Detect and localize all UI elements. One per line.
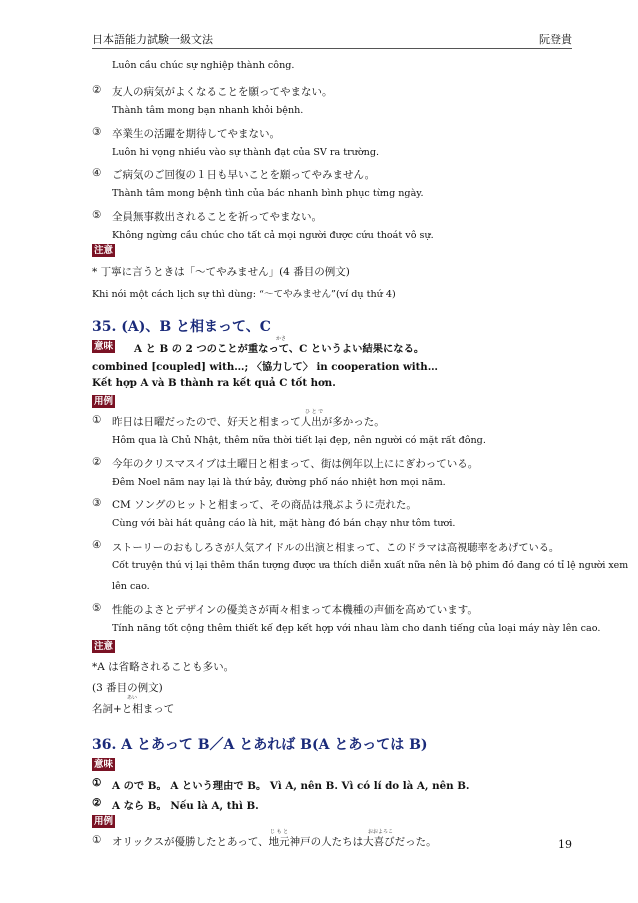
meaning-number: ① bbox=[92, 777, 102, 789]
meaning-text: A なら B。 Nếu là A, thì B. bbox=[112, 800, 259, 812]
example-number: ① bbox=[92, 834, 102, 846]
note-text: * 丁寧に言うときは「～てやみません」(4 番目の例文) bbox=[92, 266, 350, 278]
example-number: ⑤ bbox=[92, 602, 102, 614]
example-number: ② bbox=[92, 456, 102, 468]
note-text: *A は省略されることも多い。 bbox=[92, 661, 235, 673]
example-japanese: 昨日は日曜だったので、好天と相まって人出が多かった。 bbox=[112, 416, 385, 428]
page-number: 19 bbox=[558, 838, 572, 851]
meaning-tag: 意味 bbox=[94, 759, 114, 770]
page-header bbox=[92, 30, 572, 49]
example-japanese: ストーリーのおもしろさが人気アイドルの出演と相まって、このドラマは高視聴率をあげている。 bbox=[112, 543, 560, 554]
example-number: ④ bbox=[92, 539, 102, 551]
furigana: あい bbox=[127, 695, 138, 701]
example-number: ③ bbox=[92, 126, 102, 138]
example-japanese: 今年のクリスマスイブは土曜日と相まって、街は例年以上ににぎわっている。 bbox=[112, 458, 479, 470]
note-tag: 注意 bbox=[94, 641, 114, 652]
example-translation: Không ngừng cầu chúc cho tất cả mọi người được cứu thoát vô sự. bbox=[112, 230, 434, 241]
meaning-number: ② bbox=[92, 797, 102, 809]
example-number: ① bbox=[92, 414, 102, 426]
example-translation: lên cao. bbox=[112, 581, 150, 592]
example-tag: 用例 bbox=[94, 396, 114, 407]
example-number: ② bbox=[92, 84, 102, 96]
example-japanese: CM ソングのヒットと相まって、その商品は飛ぶように売れた。 bbox=[112, 499, 417, 511]
example-japanese: 全員無事救出されることを祈ってやまない。 bbox=[112, 211, 322, 223]
example-translation: Luôn cầu chúc sự nghiệp thành công. bbox=[112, 60, 295, 71]
english-gloss: combined [coupled] with…; 〈協力して〉 in cooperation with… bbox=[92, 361, 438, 373]
example-translation: Thành tâm mong bệnh tình của bác nhanh bình phục từng ngày. bbox=[112, 188, 424, 199]
example-japanese: 卒業生の活躍を期待してやまない。 bbox=[112, 128, 280, 140]
meaning-text: A と B の 2 つのことが重なって、C というよい結果になる。 bbox=[134, 343, 425, 355]
vietnamese-gloss: Kết hợp A và B thành ra kết quả C tốt hơn. bbox=[92, 377, 336, 389]
note-text: 名詞+と相まって bbox=[92, 703, 175, 715]
example-number: ③ bbox=[92, 497, 102, 509]
note-text: (3 番目の例文) bbox=[92, 682, 163, 694]
example-japanese: 友人の病気がよくなることを願ってやまない。 bbox=[112, 86, 333, 98]
example-translation: Cùng với bài hát quảng cáo là hit, mặt hàng đó bán chạy như tôm tươi. bbox=[112, 518, 456, 529]
section-heading: 36. A とあって B／A とあれば B(A とあっては B) bbox=[92, 737, 428, 753]
header-title: 日本語能力試験一級文法 bbox=[92, 33, 213, 46]
furigana: じ も と bbox=[270, 829, 289, 835]
example-translation: Đêm Noel năm nay lại là thứ bảy, đường phố náo nhiệt hơn mọi năm. bbox=[112, 477, 446, 488]
furigana: かさ bbox=[276, 336, 287, 342]
furigana: ひ と で bbox=[305, 409, 324, 415]
meaning-text: A ので B。 A という理由で B。 Vì A, nên B. Vì có lí do là A, nên B. bbox=[112, 780, 470, 792]
note-tag: 注意 bbox=[94, 245, 114, 256]
example-tag: 用例 bbox=[94, 816, 114, 827]
example-translation: Luôn hi vọng nhiều vào sự thành đạt của SV ra trường. bbox=[112, 147, 380, 158]
note-text: Khi nói một cách lịch sự thì dùng: “～てやみません”(ví dụ thứ 4) bbox=[92, 289, 396, 300]
furigana: おおよろこ bbox=[368, 829, 394, 835]
example-translation: Hôm qua là Chủ Nhật, thêm nữa thời tiết lại đẹp, nên người có mặt rất đông. bbox=[112, 435, 486, 446]
meaning-tag: 意味 bbox=[94, 341, 114, 352]
example-japanese: 性能のよさとデザインの優美さが両々相まって本機種の声価を高めています。 bbox=[112, 604, 478, 616]
example-translation: Cốt truyện thú vị lại thêm thần tượng được ưa thích diễn xuất nữa nên là bộ phim đó đang có tỉ lệ người xem bbox=[112, 560, 629, 571]
example-japanese: ご病気のご回復の１日も早いことを願ってやみません。 bbox=[112, 169, 376, 181]
example-translation: Thành tâm mong bạn nhanh khỏi bệnh. bbox=[112, 105, 304, 116]
example-number: ④ bbox=[92, 167, 102, 179]
header-author: 阮登貴 bbox=[539, 33, 572, 46]
example-number: ⑤ bbox=[92, 209, 102, 221]
example-japanese: オリックスが優勝したとあって、地元神戸の人たちは大喜びだった。 bbox=[112, 836, 437, 848]
section-heading: 35. (A)、B と相まって、C bbox=[92, 319, 271, 335]
example-translation: Tính năng tốt cộng thêm thiết kế đẹp kết hợp với nhau làm cho danh tiếng của loại máy này lên cao. bbox=[112, 623, 601, 634]
